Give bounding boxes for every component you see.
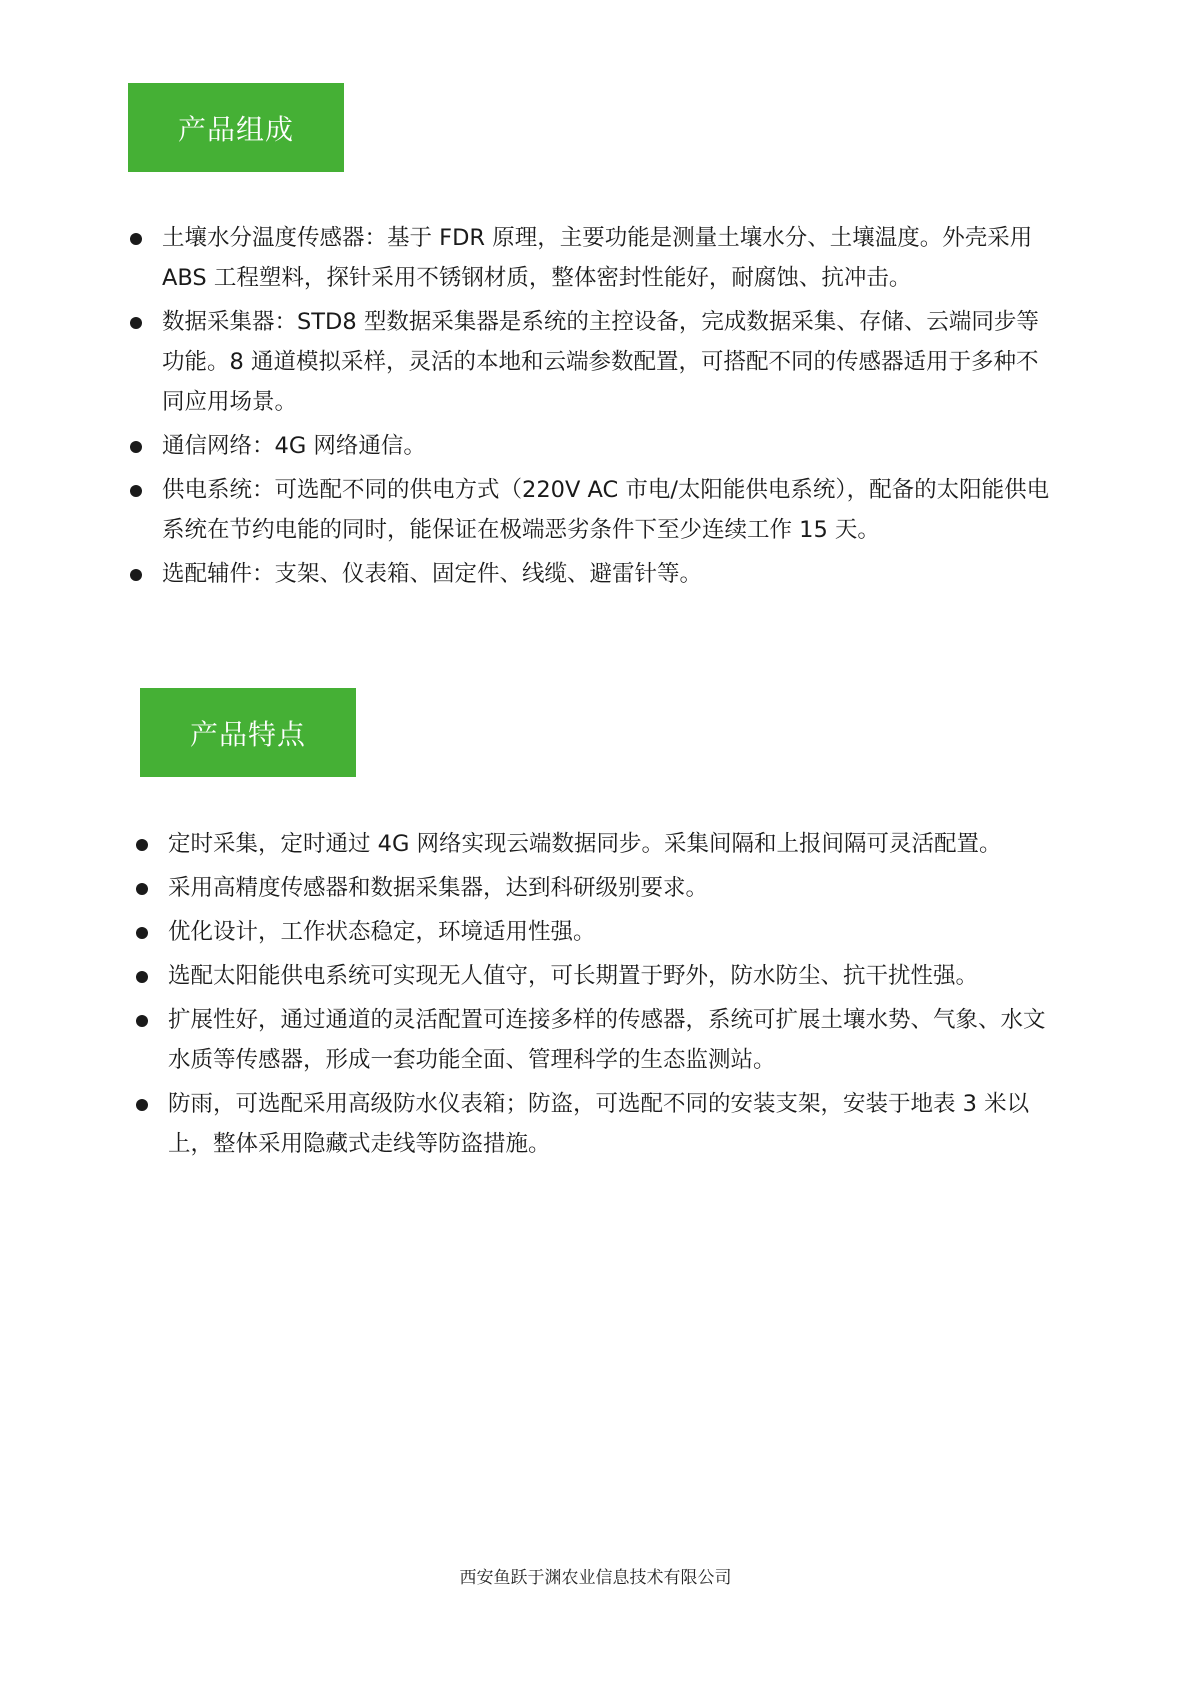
list-item-text: 优化设计，工作状态稳定，环境适用性强。 [168, 919, 596, 945]
bullet-icon [136, 839, 148, 851]
list-item [132, 1000, 1058, 1080]
section-title-features: 产品特点 [189, 717, 306, 751]
list-item-text: 扩展性好，通过通道的灵活配置可连接多样的传感器，系统可扩展土壤水势、气象、水文水质等传感器，形成一套功能全面、管理科学的生态监测站。 [168, 1007, 1046, 1073]
list-item-text: 定时采集，定时通过 4G 网络实现云端数据同步。采集间隔和上报间隔可灵活配置。 [168, 831, 1002, 857]
list-item-text: 防雨，可选配采用高级防水仪表箱；防盗，可选配不同的安装支架，安装于地表 3 米以上，整体采用隐藏式走线等防盗措施。 [168, 1091, 1030, 1157]
page-footer [0, 1563, 1191, 1588]
section-header-features [140, 688, 356, 777]
list-item [126, 302, 1052, 422]
list-item [132, 912, 1058, 952]
composition-list [126, 218, 1052, 598]
bullet-icon [130, 441, 142, 453]
bullet-icon [136, 883, 148, 895]
section-header-composition [128, 83, 344, 172]
list-item-text: 选配太阳能供电系统可实现无人值守，可长期置于野外，防水防尘、抗干扰性强。 [168, 963, 979, 989]
list-item [132, 1084, 1058, 1164]
list-item-text: 采用高精度传感器和数据采集器，达到科研级别要求。 [168, 875, 709, 901]
list-item [126, 218, 1052, 298]
bullet-icon [130, 317, 142, 329]
list-item [126, 426, 1052, 466]
list-item [132, 956, 1058, 996]
bullet-icon [136, 1099, 148, 1111]
bullet-icon [130, 485, 142, 497]
bullet-icon [130, 233, 142, 245]
bullet-icon [136, 1015, 148, 1027]
bullet-icon [136, 971, 148, 983]
list-item-text: 土壤水分温度传感器：基于 FDR 原理，主要功能是测量土壤水分、土壤温度。外壳采用 ABS 工程塑料，探针采用不锈钢材质，整体密封性能好，耐腐蚀、抗冲击。 [162, 225, 1033, 291]
bullet-icon [136, 927, 148, 939]
list-item-text: 通信网络：4G 网络通信。 [162, 433, 426, 459]
list-item-text: 供电系统：可选配不同的供电方式（220V AC 市电/太阳能供电系统），配备的太阳能供电系统在节约电能的同时，能保证在极端恶劣条件下至少连续工作 15 天。 [162, 477, 1050, 543]
section-title-composition: 产品组成 [177, 112, 294, 146]
company-name: 西安鱼跃于渊农业信息技术有限公司 [459, 1568, 732, 1588]
list-item [132, 824, 1058, 864]
list-item-text: 数据采集器：STD8 型数据采集器是系统的主控设备，完成数据采集、存储、云端同步等功能。8 通道模拟采样，灵活的本地和云端参数配置，可搭配不同的传感器适用于多种不同应用场景。 [162, 309, 1039, 415]
list-item [126, 470, 1052, 550]
bullet-icon [130, 569, 142, 581]
features-list [132, 824, 1058, 1168]
list-item [132, 868, 1058, 908]
list-item [126, 554, 1052, 594]
list-item-text: 选配辅件：支架、仪表箱、固定件、线缆、避雷针等。 [162, 561, 703, 587]
